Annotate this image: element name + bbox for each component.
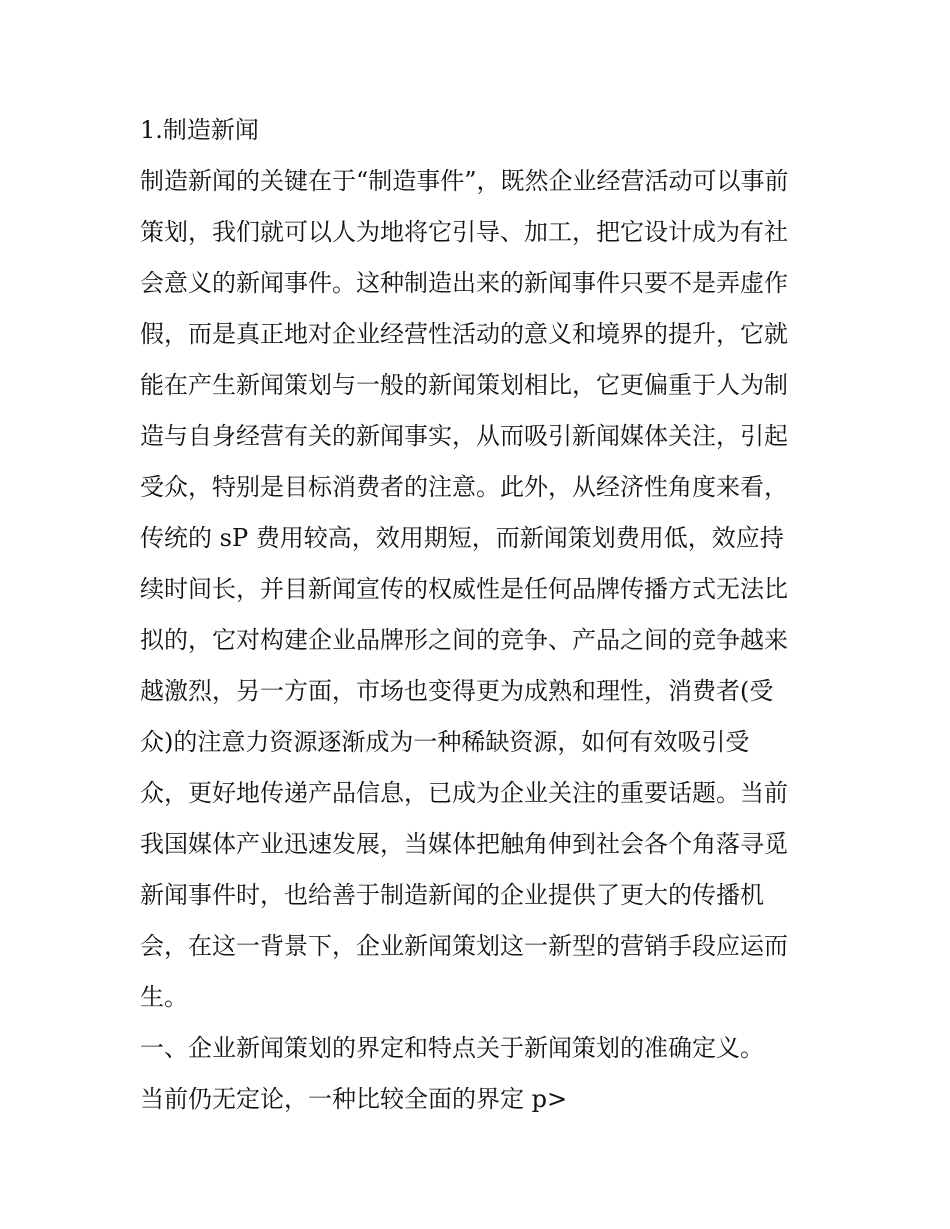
section-heading: 1.制造新闻 [140, 116, 259, 144]
text-line: 我国媒体产业迅速发展，当媒体把触角伸到社会各个角落寻觅 [140, 830, 788, 858]
section-heading-line: 一、企业新闻策划的界定和特点关于新闻策划的准确定义。 [140, 1034, 764, 1062]
text-line: 会意义的新闻事件。这种制造出来的新闻事件只要不是弄虚作 [140, 269, 788, 297]
text-line: 众)的注意力资源逐渐成为一种稀缺资源，如何有效吸引受 [140, 728, 750, 756]
document-page [140, 105, 820, 1125]
text-line: 当前仍无定论，一种比较全面的界定 p> [140, 1085, 568, 1113]
text-line: 假，而是真正地对企业经营性活动的意义和境界的提升，它就 [140, 320, 788, 348]
text-line: 续时间长，并目新闻宣传的权威性是任何品牌传播方式无法比 [140, 575, 788, 603]
text-line: 传统的 sP 费用较高，效用期短，而新闻策划费用低，效应持 [140, 524, 784, 552]
text-line: 制造新闻的关键在于“制造事件”，既然企业经营活动可以事前 [140, 167, 789, 195]
text-line: 越激烈，另一方面，市场也变得更为成熟和理性，消费者(受 [140, 677, 774, 705]
text-line: 能在产生新闻策划与一般的新闻策划相比，它更偏重于人为制 [140, 371, 788, 399]
text-line: 拟的，它对构建企业品牌形之间的竞争、产品之间的竞争越来 [140, 626, 788, 654]
text-line: 众，更好地传递产品信息，已成为企业关注的重要话题。当前 [140, 779, 788, 807]
text-line: 会，在这一背景下，企业新闻策划这一新型的营销手段应运而 [140, 932, 788, 960]
text-line: 受众，特别是目标消费者的注意。此外，从经济性角度来看， [140, 473, 788, 501]
text-line: 生。 [140, 983, 188, 1011]
text-line: 策划，我们就可以人为地将它引导、加工，把它设计成为有社 [140, 218, 788, 246]
text-line: 造与自身经营有关的新闻事实，从而吸引新闻媒体关注，引起 [140, 422, 788, 450]
text-line: 新闻事件时，也给善于制造新闻的企业提供了更大的传播机 [140, 881, 764, 909]
